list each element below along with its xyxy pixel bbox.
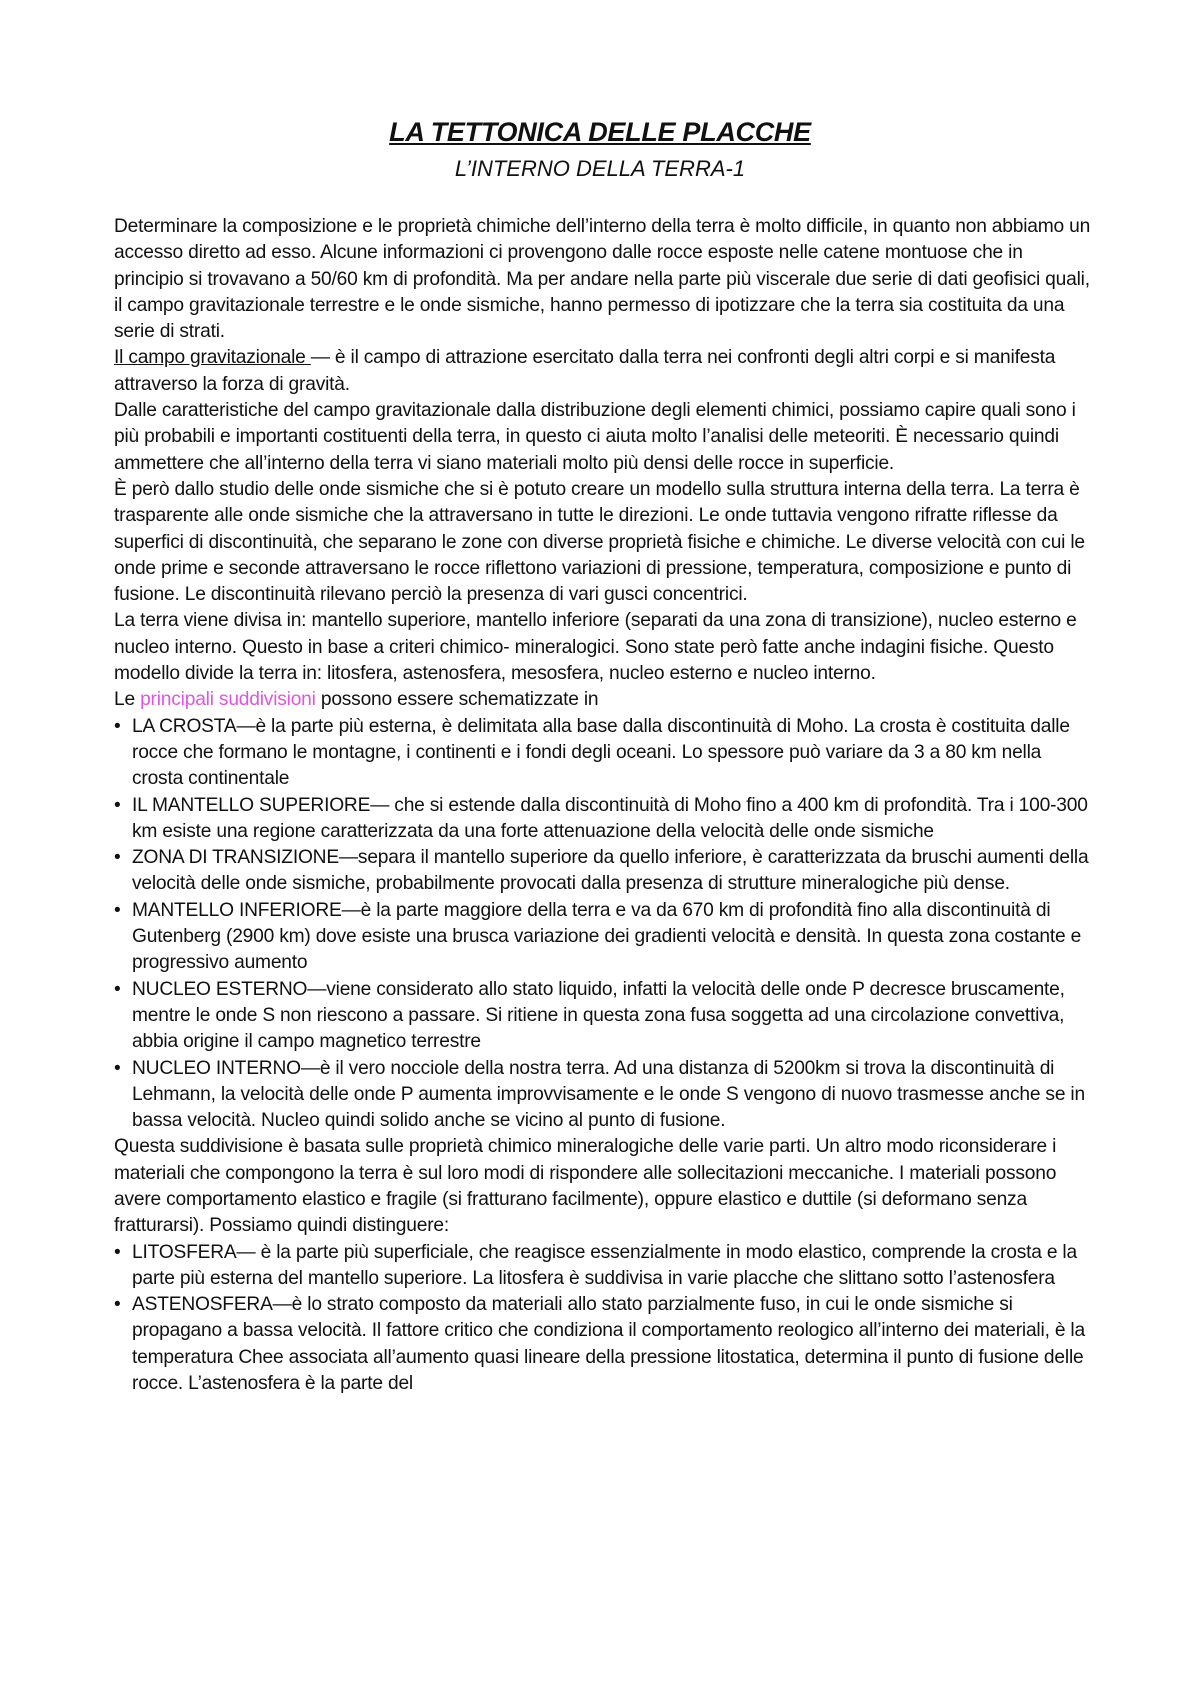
highlighted-text: principali suddivisioni — [140, 689, 316, 711]
underlined-term: Il campo gravitazionale — [114, 347, 311, 369]
bullet-icon: • — [114, 715, 121, 737]
document-title: LA TETTONICA DELLE PLACCHE — [389, 117, 811, 147]
bullet-icon: • — [114, 899, 121, 921]
document-body — [114, 214, 1094, 1397]
bullet-icon: • — [114, 794, 121, 816]
document-subtitle: L’INTERNO DELLA TERRA-1 — [454, 156, 746, 181]
list-item: • MANTELLO INFERIORE—è la parte maggiore della terra e va da 670 km di profondità fino alla discontinuità di Gutenberg (2900 km) dove esiste una brusca variazione dei gradienti velocità e densità. In questa zona costante e progressivo aumento — [114, 899, 1082, 974]
list-item: • IL MANTELLO SUPERIORE— che si estende dalla discontinuità di Moho fino a 400 km di profondità. Tra i 100-300 km esiste una regione caratterizzata da una forte attenuazione della velocità delle onde sismiche — [114, 794, 1088, 842]
paragraph-gravitational-field: Il campo gravitazionale — è il campo di attrazione esercitato dalla terra nei confronti degli altri corpi e si manifesta attraverso la forza di gravità. — [114, 347, 1056, 395]
list-item: • ZONA DI TRANSIZIONE—separa il mantello superiore da quello inferiore, è caratterizzata da bruschi aumenti della velocità delle onde sismiche, probabilmente provocati dalla presenza di strutture mineralogiche più dense. — [114, 847, 1089, 895]
bullet-icon: • — [114, 1241, 121, 1263]
list-item: • ASTENOSFERA—è lo strato composto da materiali allo stato parzialmente fuso, in cui le onde sismiche si propagano a bassa velocità. Il fattore critico che condiziona il comportamento reologico all’interno dei materiali, è la temperatura Chee associata all’aumento quasi lineare della pressione litostatica, determina il punto di fusione delle rocce. L’astenosfera è la parte del — [114, 1294, 1085, 1395]
paragraph-seismic-waves: È però dallo studio delle onde sismiche che si è potuto creare un modello sulla struttura interna della terra. La terra è trasparente alle onde sismiche che la attraversano in tutte le direzioni. Le onde tuttavia vengono rifratte riflesse da superfici di discontinuità, che separano le zone con diverse proprietà fisiche e chimiche. Le diverse velocità con cui le onde prime e seconde attraversano le rocce riflettono variazioni di pressione, temperatura, composizione e punto di fusione. Le discontinuità rilevano perciò la presenza di vari gusci concentrici. — [114, 478, 1085, 606]
chemical-layers-list — [114, 714, 1094, 1135]
paragraph-mechanical-properties: Questa suddivisione è basata sulle proprietà chimico mineralogiche delle varie parti. Un altro modo riconsiderare i materiali che compongono la terra è sul loro modi di rispondere alle sollecitazioni meccaniche. I materiali possono avere comportamento elastico e fragile (si fratturano facilmente), oppure elastico e duttile (si deformano senza fratturarsi). Possiamo quindi distinguere: — [114, 1136, 1057, 1237]
list-item: • NUCLEO ESTERNO—viene considerato allo stato liquido, infatti la velocità delle onde P decresce bruscamente, mentre le onde S non riescono a passare. Si ritiene in questa zona fusa soggetta ad una circolazione convettiva, abbia origine il campo magnetico terrestre — [114, 978, 1065, 1053]
paragraph-earth-division: La terra viene divisa in: mantello superiore, mantello inferiore (separati da una zona di transizione), nucleo esterno e nucleo interno. Questo in base a criteri chimico- mineralogici. Sono state però fatte anche indagini fisiche. Questo modello divide la terra in: litosfera, astenosfera, mesosfera, nucleo esterno e nucleo interno. — [114, 610, 1077, 685]
paragraph-subdivisions-intro: Le principali suddivisioni possono essere schematizzate in — [114, 689, 599, 711]
mechanical-layers-list — [114, 1240, 1094, 1398]
paragraph-intro: Determinare la composizione e le proprietà chimiche dell’interno della terra è molto difficile, in quanto non abbiamo un accesso diretto ad esso. Alcune informazioni ci provengono dalle rocce esposte nelle catene montuose che in principio si trovavano a 50/60 km di profondità. Ma per andare nella parte più viscerale due serie di dati geofisici quali, il campo gravitazionale terrestre e le onde sismiche, hanno permesso di ipotizzare che la terra sia costituita da una serie di strati. — [114, 216, 1091, 343]
bullet-icon: • — [114, 1057, 121, 1079]
bullet-icon: • — [114, 978, 121, 1000]
list-item: • LITOSFERA— è la parte più superficiale, che reagisce essenzialmente in modo elastico, comprende la crosta e la parte più esterna del mantello superiore. La litosfera è suddivisa in varie placche che slittano sotto l’astenosfera — [114, 1241, 1077, 1289]
list-item: • LA CROSTA—è la parte più esterna, è delimitata alla base dalla discontinuità di Moho. La crosta è costituita dalle rocce che formano le montagne, i continenti e i fondi degli oceani. Lo spessore può variare da 3 a 80 km nella crosta continentale — [114, 715, 1070, 790]
bullet-icon: • — [114, 1294, 121, 1316]
paragraph-meteorites: Dalle caratteristiche del campo gravitazionale dalla distribuzione degli elementi chimici, possiamo capire quali sono i più probabili e importanti costituenti della terra, in questo ci aiuta molto l’analisi delle meteoriti. È necessario quindi ammettere che all’interno della terra vi siano materiali molto più densi delle rocce in superficie. — [114, 400, 1076, 474]
list-item: • NUCLEO INTERNO—è il vero nocciole della nostra terra. Ad una distanza di 5200km si trova la discontinuità di Lehmann, la velocità delle onde P aumenta improvvisamente e le onde S vengono di nuovo trasmesse anche se in bassa velocità. Nucleo quindi solido anche se vicino al punto di fusione. — [114, 1057, 1085, 1132]
bullet-icon: • — [114, 847, 121, 869]
